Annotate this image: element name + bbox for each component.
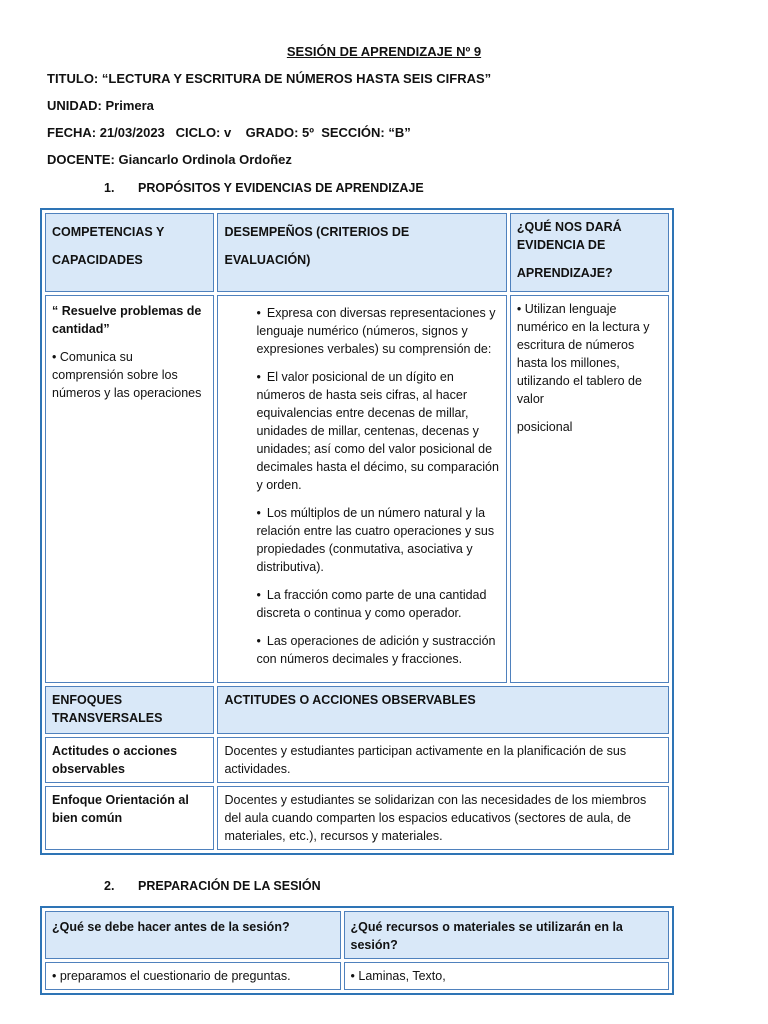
competencia-name: “ Resuelve problemas de cantidad” (52, 304, 202, 336)
criterio-item: • Las operaciones de adición y sustracción con números decimales y fracciones. (256, 634, 496, 666)
section2-number: 2. (104, 879, 115, 893)
fecha-line: FECHA: 21/03/2023 CICLO: v GRADO: 5º SECCIÓN: “B” (47, 125, 411, 140)
titulo-line: TITULO: “LECTURA Y ESCRITURA DE NÚMEROS HASTA SEIS CIFRAS” (47, 71, 492, 86)
evidencia-text: • Utilizan lenguaje numérico en la lectura y escritura de números hasta los millones, utilizando el tablero de valor (516, 302, 650, 406)
criterio-item: • Los múltiplos de un número natural y la relación entre las cuatro operaciones y sus propiedades (conmutativa, asociativa y distributiva). (256, 506, 495, 574)
criterios-cell (217, 295, 506, 683)
header-resources: ¿Qué recursos o materiales se utilizarán en la sesión? (344, 911, 669, 959)
section2-title: PREPARACIÓN DE LA SESIÓN (138, 879, 321, 893)
purposes-content-row (45, 295, 669, 683)
section1-number: 1. (104, 181, 115, 195)
header-evidencia: ¿QUÉ NOS DARÁ EVIDENCIA DE APRENDIZAJE? (510, 213, 669, 292)
table-row (45, 737, 669, 783)
resources-text: • Laminas, Texto, (344, 962, 669, 990)
criterios-list (224, 304, 499, 668)
docente-line: DOCENTE: Giancarlo Ordinola Ordoñez (47, 152, 292, 167)
session-title: SESIÓN DE APRENDIZAJE Nº 9 (286, 44, 482, 59)
preparation-table (40, 906, 674, 995)
purposes-header-row (45, 213, 669, 292)
criterio-item: • El valor posicional de un dígito en números de hasta seis cifras, al hacer equivalencias entre decenas de millar, unidades de millar, centenas, decenas y unidades; así como del valor posicional de decimales hasta el décimo, su comparación y orden. (256, 370, 499, 492)
evidencia-continuation: posicional (516, 420, 573, 434)
table-row (45, 786, 669, 850)
purposes-table (40, 208, 674, 855)
header-competencias: COMPETENCIAS Y CAPACIDADES (45, 213, 214, 292)
enfoque-description: Docentes y estudiantes participan activamente en la planificación de sus actividades. (217, 737, 669, 783)
section1-heading (104, 181, 424, 195)
enfoque-label: Enfoque Orientación al bien común (45, 786, 214, 850)
competencia-cell (45, 295, 214, 683)
header-desempenos: DESEMPEÑOS (CRITERIOS DE EVALUACIÓN) (217, 213, 506, 292)
unidad-line: UNIDAD: Primera (47, 98, 154, 113)
before-session-text: • preparamos el cuestionario de preguntas. (45, 962, 341, 990)
enfoques-header-row (45, 686, 669, 734)
capacidad-text: • Comunica su comprensión sobre los números y las operaciones (52, 350, 202, 400)
enfoque-label: Actitudes o acciones observables (45, 737, 214, 783)
section2-heading (104, 879, 321, 893)
header-before-session: ¿Qué se debe hacer antes de la sesión? (45, 911, 341, 959)
criterio-item: • Expresa con diversas representaciones y lenguaje numérico (números, signos y expresiones verbales) su comprensión de: (256, 306, 496, 356)
header-actitudes: ACTITUDES O ACCIONES OBSERVABLES (217, 686, 669, 734)
enfoque-description: Docentes y estudiantes se solidarizan con las necesidades de los miembros del aula cuando comparten los espacios educativos (sectores de aula, de materiales, etc.), recursos y materiales. (217, 786, 669, 850)
criterio-item: • La fracción como parte de una cantidad discreta o continua y como operador. (256, 588, 487, 620)
preparation-header-row (45, 911, 669, 959)
header-enfoques: ENFOQUES TRANSVERSALES (45, 686, 214, 734)
evidencia-cell (510, 295, 669, 683)
table-row (45, 962, 669, 990)
section1-title: PROPÓSITOS Y EVIDENCIAS DE APRENDIZAJE (138, 181, 424, 195)
